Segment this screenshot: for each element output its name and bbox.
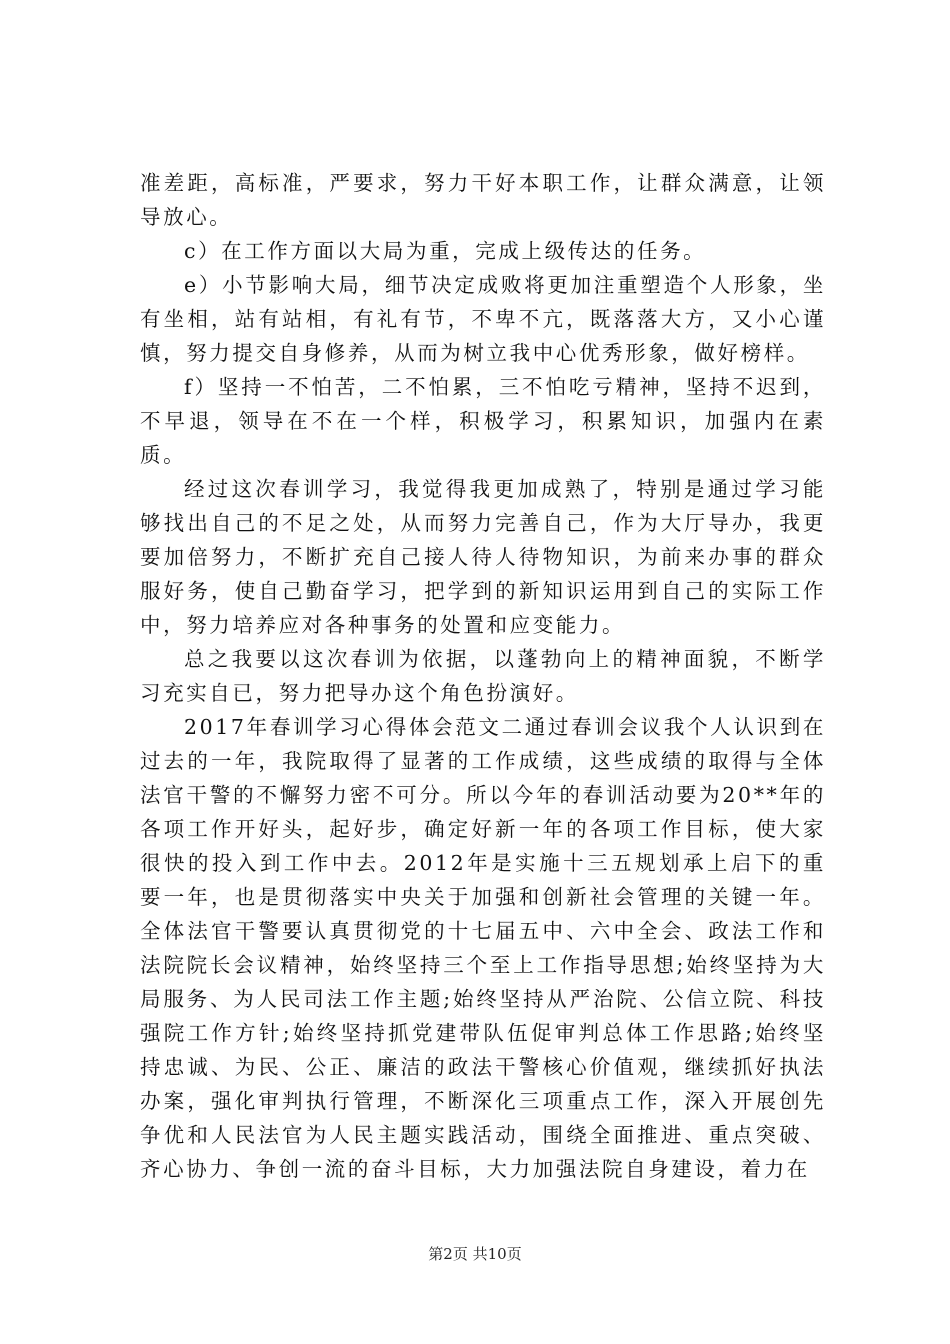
paragraph: 经过这次春训学习，我觉得我更加成熟了，特别是通过学习能够找出自己的不足之处，从而努力完善自己，作为大厅导办，我更要加倍努力，不断扩充自己接人待人待物知识，为前来办事的群众服好务，使自己勤奋学习，把学到的新知识运用到自己的实际工作中，努力培养应对各种事务的处置和应变能力。 xyxy=(140,477,826,637)
page-number-footer: 第2页 共10页 xyxy=(428,1245,522,1263)
paragraph: c）在工作方面以大局为重，完成上级传达的任务。 xyxy=(184,239,707,263)
document-body xyxy=(140,166,826,1186)
paragraph: 总之我要以这次春训为依据，以蓬勃向上的精神面貌，不断学习充实自已，努力把导办这个角色扮演好。 xyxy=(140,647,826,705)
paragraph: e）小节影响大局，细节决定成败将更加注重塑造个人形象，坐有坐相，站有站相，有礼有节，不卑不亢，既落落大方，又小心谨慎，努力提交自身修养，从而为树立我中心优秀形象，做好榜样。 xyxy=(140,273,826,365)
paragraph: f）坚持一不怕苦，二不怕累，三不怕吃亏精神，坚持不迟到，不早退，领导在不在一个样，积极学习，积累知识，加强内在素质。 xyxy=(140,375,826,467)
paragraph: 2017年春训学习心得体会范文二通过春训会议我个人认识到在过去的一年，我院取得了显著的工作成绩，这些成绩的取得与全体法官干警的不懈努力密不可分。所以今年的春训活动要为20**年的各项工作开好头，起好步，确定好新一年的各项工作目标，使大家很快的投入到工作中去。2012年是实施十三五规划承上启下的重要一年，也是贯彻落实中央关于加强和创新社会管理的关键一年。全体法官干警要认真贯彻党的十七届五中、六中全会、政法工作和法院院长会议精神，始终坚持三个至上工作指导思想;始终坚持为大局服务、为人民司法工作主题;始终坚持从严治院、公信立院、科技强院工作方针;始终坚持抓党建带队伍促审判总体工作思路;始终坚持忠诚、为民、公正、廉洁的政法干警核心价值观，继续抓好执法办案，强化审判执行管理，不断深化三项重点工作，深入开展创先争优和人民法官为人民主题实践活动，围绕全面推进、重点突破、齐心协力、争创一流的奋斗目标，大力加强法院自身建设，着力在 xyxy=(140,715,826,1181)
paragraph: 准差距，高标准，严要求，努力干好本职工作，让群众满意，让领导放心。 xyxy=(140,171,826,229)
